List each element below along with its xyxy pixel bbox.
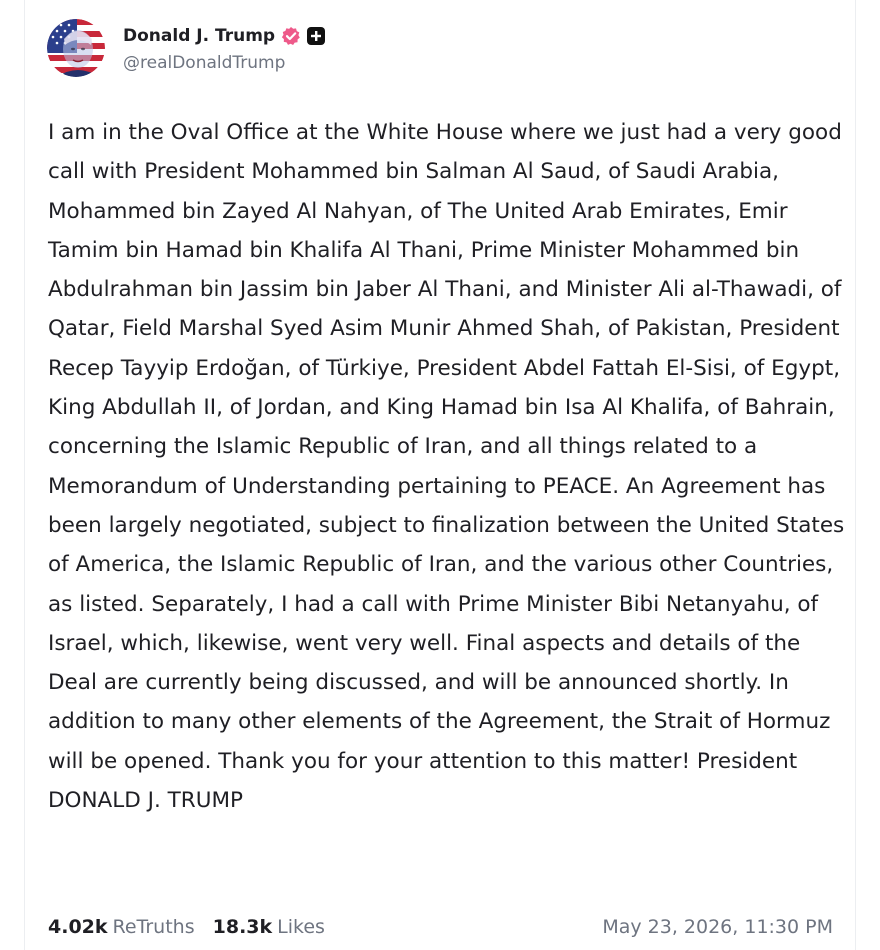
verified-badge-icon [281,26,301,46]
likes-label[interactable]: Likes [277,916,325,938]
likes-count: 18.3k [212,916,273,938]
post-timestamp[interactable]: May 23, 2026, 11:30 PM [602,916,833,938]
author-name-row [123,23,325,49]
author-identity [123,23,325,73]
post-header [47,16,325,80]
retruths-stat[interactable] [48,916,195,938]
author-handle[interactable]: @realDonaldTrump [123,53,286,73]
author-display-name[interactable]: Donald J. Trump [123,26,276,46]
post-body: I am in the Oval Office at the White House where we just had a very good call with President Mohammed bin Salman Al Saud, of Saudi Arabia, Mohammed bin Zayed Al Nahyan, of The United Arab Emirates, Emir Tamim bin Hamad bin Khalifa Al Thani, Prime Minister Mohammed bin Abdulrahman bin Jassim bin Jaber Al Thani, and Minister Ali al-Thawadi, of Qatar, Field Marshal Syed Asim Munir Ahmed Shah, of Pakistan, President Recep Tayyip Erdoğan, of Türkiye, President Abdel Fattah El-Sisi, of Egypt, King Abdullah II, of Jordan, and King Hamad bin Isa Al Khalifa, of Bahrain, concerning the Islamic Republic of Iran, and all things related to a Memorandum of Understanding pertaining to PEACE. An Agreement has been largely negotiated, subject to finalization between the United States of America, the Islamic Republic of Iran, and the various other Countries, as listed. Separately, I had a call with Prime Minister Bibi Netanyahu, of Israel, which, likewise, went very well. Final aspects and details of the Deal are currently being discussed, and will be announced shortly. In addition to many other elements of the Agreement, the Strait of Hormuz will be opened. Thank you for your attention to this matter! President DONALD J. TRUMP [48,120,852,814]
avatar[interactable] [47,19,105,77]
avatar-flag-portrait-icon [47,19,105,77]
plus-badge-icon [307,27,325,45]
likes-stat[interactable] [213,916,325,938]
post-footer [48,912,833,942]
post-card [24,0,856,950]
retruths-label[interactable]: ReTruths [112,916,195,938]
retruths-count: 4.02k [48,916,108,938]
